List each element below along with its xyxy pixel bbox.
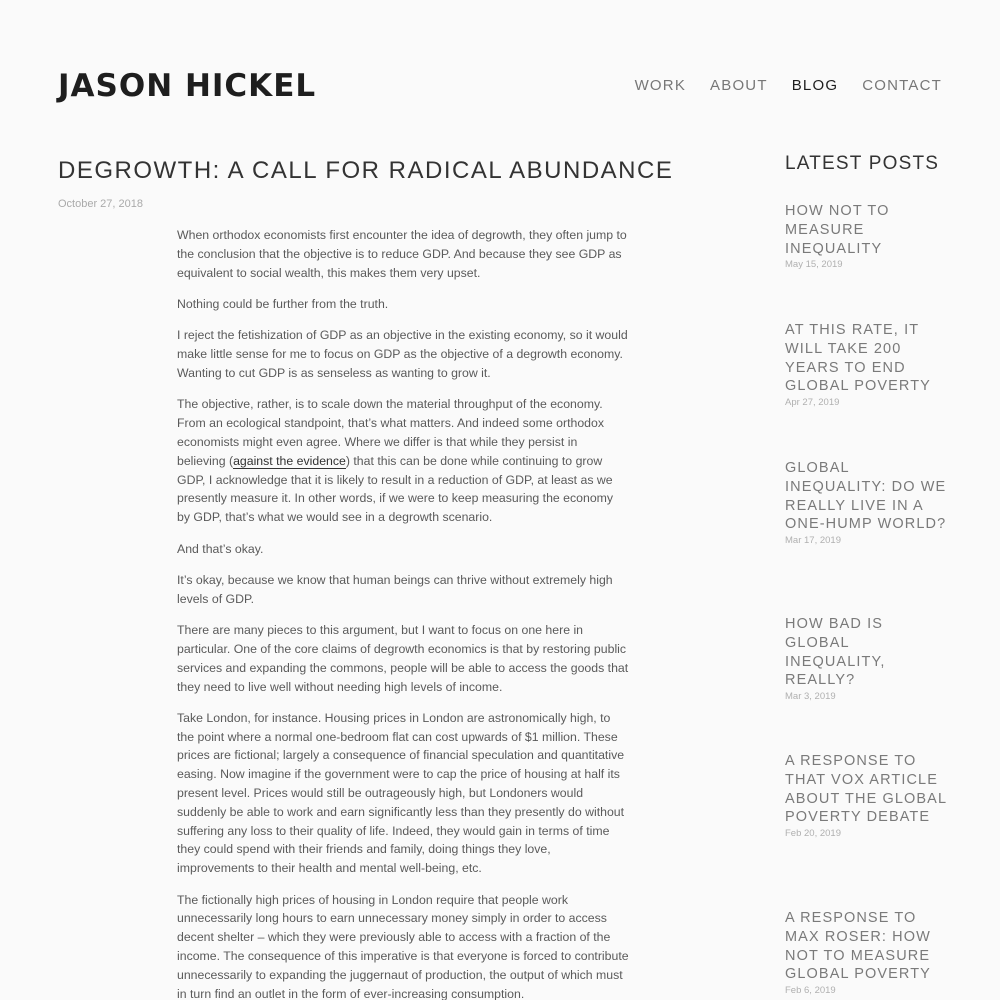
post-paragraph: It’s okay, because we know that human beings can thrive without extremely high levels of GDP. [177,572,613,606]
post-paragraph: I reject the fetishization of GDP as an objective in the existing economy, so it would make little sense for me to focus on GDP as the objective of a degrowth economy. Wanting to cut GDP is as senseless as wanting to grow it. [177,328,628,380]
latest-post-date: Mar 3, 2019 [785,691,836,703]
post-paragraph: And that’s okay. [177,541,264,556]
post-paragraph: There are many pieces to this argument, but I want to focus on one here in particular. One of the core claims of degrowth economics is that by restoring public services and expanding the commons, people will be able to access the goods that they need to live well without needing high levels of income. [177,623,629,694]
latest-post-link[interactable]: A RESPONSE TO THAT VOX ARTICLE ABOUT THE GLOBAL POVERTY DEBATE [785,753,947,826]
nav-item-about[interactable]: ABOUT [710,77,768,94]
post-paragraph: Take London, for instance. Housing prices in London are astronomically high, to the point where a normal one-bedroom flat can cost upwards of $1 million. These prices are fictional; largely a consequence of financial speculation and quantitative easing. Now imagine if the government were to cap the price of housing at half its present level. Prices would still be outrageously high, but Londoners would suddenly be able to work and earn significantly less than they presently do without suffering any loss to their quality of life. Indeed, they would gain in terms of time they could spend with their friends and family, doing things they love, improvements to their health and mental well-being, etc. [177,710,625,876]
nav-item-blog[interactable]: BLOG [791,77,839,94]
post-body [177,226,629,1000]
latest-post-item [785,615,950,703]
latest-post-date: May 15, 2019 [785,259,843,271]
post-paragraph-text: ) that this can be done while continuing to grow GDP, I acknowledge that it is likely to result in a reduction of GDP, at least as we presently measure it. In other words, if we were to keep measuring the economy by GDP, that’s what we would see in a degrowth scenario. [177,453,614,525]
post-paragraph-text: The objective, rather, is to scale down the material throughput of the economy. From an ecological standpoint, that’s what matters. And indeed some orthodox economists might even agree. Where we differ is that while they persist in believing ( [177,397,604,468]
latest-post-item [785,202,950,271]
latest-post-date: Feb 20, 2019 [785,828,841,840]
latest-posts-sidebar [785,150,950,997]
latest-post-link[interactable]: HOW BAD IS GLOBAL INEQUALITY, REALLY? [785,616,886,689]
latest-post-item [785,752,950,840]
latest-post-link[interactable]: GLOBAL INEQUALITY: DO WE REALLY LIVE IN A ONE-HUMP WORLD? [785,460,947,533]
main-nav [635,76,942,96]
post-date[interactable]: October 27, 2018 [58,198,144,210]
latest-post-item [785,321,950,409]
nav-item-contact[interactable]: CONTACT [862,77,942,94]
post-title: DEGROWTH: A CALL FOR RADICAL ABUNDANCE [58,157,674,184]
post-paragraph: When orthodox economists first encounter the idea of degrowth, they often jump to the conclusion that the objective is to reduce GDP. And because they see GDP as equivalent to social wealth, this makes them very upset. [177,228,627,280]
post-paragraph: Nothing could be further from the truth. [177,296,389,311]
latest-post-link[interactable]: AT THIS RATE, IT WILL TAKE 200 YEARS TO END GLOBAL POVERTY [785,322,931,395]
latest-post-link[interactable]: A RESPONSE TO MAX ROSER: HOW NOT TO MEASURE GLOBAL POVERTY [785,910,931,983]
latest-post-date: Feb 6, 2019 [785,985,836,997]
latest-post-item [785,909,950,997]
post-paragraph: The fictionally high prices of housing in London require that people work unnecessarily long hours to earn unnecessary money simply in order to access decent shelter – which they were previously able to access with a fraction of the income. The consequence of this imperative is that everyone is forced to contribute unnecessarily to expanding the juggernaut of production, the output of which must in turn find an outlet in the form of ever-increasing consumption. [177,892,629,1000]
latest-post-date: Apr 27, 2019 [785,397,840,409]
latest-posts-heading: LATEST POSTS [785,153,940,174]
site-title[interactable]: JASON HICKEL [58,68,317,104]
nav-item-work[interactable]: WORK [634,77,687,94]
post-paragraph [177,395,629,527]
against-the-evidence-link[interactable]: against the evidence [233,453,346,468]
latest-post-link[interactable]: HOW NOT TO MEASURE INEQUALITY [785,203,890,257]
latest-post-date: Mar 17, 2019 [785,535,841,547]
latest-post-item [785,459,950,547]
